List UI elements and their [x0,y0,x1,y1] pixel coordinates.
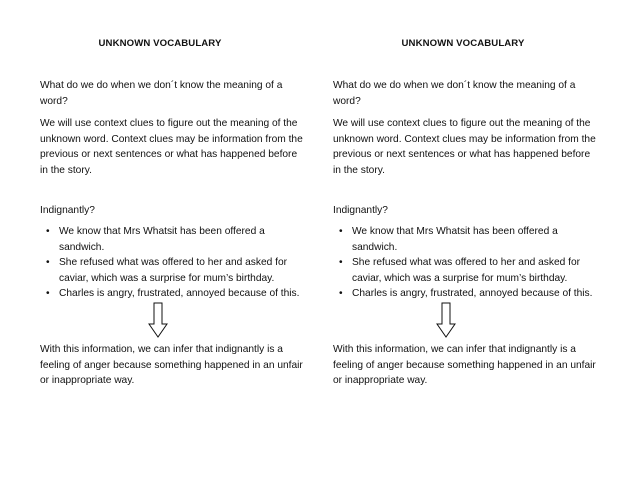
list-item [333,255,603,286]
list-item [40,255,310,286]
down-arrow-icon [436,302,456,338]
bullet-icon: • [46,288,50,299]
answer-text: We will use context clues to figure out the meaning of the unknown word. Context clues may be information from the previous or next sentences or what has happened before in the story. [40,118,303,176]
vocabulary-word: Indignantly? [333,205,388,216]
column-title: UNKNOWN VOCABULARY [98,38,222,49]
bullet-icon: • [339,226,343,237]
clue-list [333,224,603,302]
list-item-text: We know that Mrs Whatsit has been offered a sandwich. [59,226,265,253]
down-arrow-icon [148,302,168,338]
bullet-icon: • [339,288,343,299]
vocabulary-word: Indignantly? [40,205,95,216]
list-item-text: She refused what was offered to her and asked for caviar, which was a surprise for mum’s birthday. [352,257,581,284]
clue-list [40,224,310,302]
list-item [333,224,603,255]
list-item-text: Charles is angry, frustrated, annoyed because of this. [59,288,300,299]
column-title: UNKNOWN VOCABULARY [401,38,525,49]
conclusion-text: With this information, we can infer that indignantly is a feeling of anger because something happened in an unfair or inappropriate way. [40,344,303,386]
list-item-text: Charles is angry, frustrated, annoyed because of this. [352,288,593,299]
conclusion-text: With this information, we can infer that indignantly is a feeling of anger because something happened in an unfair or inappropriate way. [333,344,596,386]
list-item [40,286,310,302]
bullet-icon: • [46,226,50,237]
question-text: What do we do when we don´t know the meaning of a word? [40,80,283,107]
bullet-icon: • [339,257,343,268]
list-item-text: We know that Mrs Whatsit has been offered a sandwich. [352,226,558,253]
answer-text: We will use context clues to figure out the meaning of the unknown word. Context clues may be information from the previous or next sentences or what has happened before in the story. [333,118,596,176]
list-item-text: She refused what was offered to her and asked for caviar, which was a surprise for mum’s birthday. [59,257,288,284]
question-text: What do we do when we don´t know the meaning of a word? [333,80,576,107]
list-item [40,224,310,255]
list-item [333,286,603,302]
bullet-icon: • [46,257,50,268]
